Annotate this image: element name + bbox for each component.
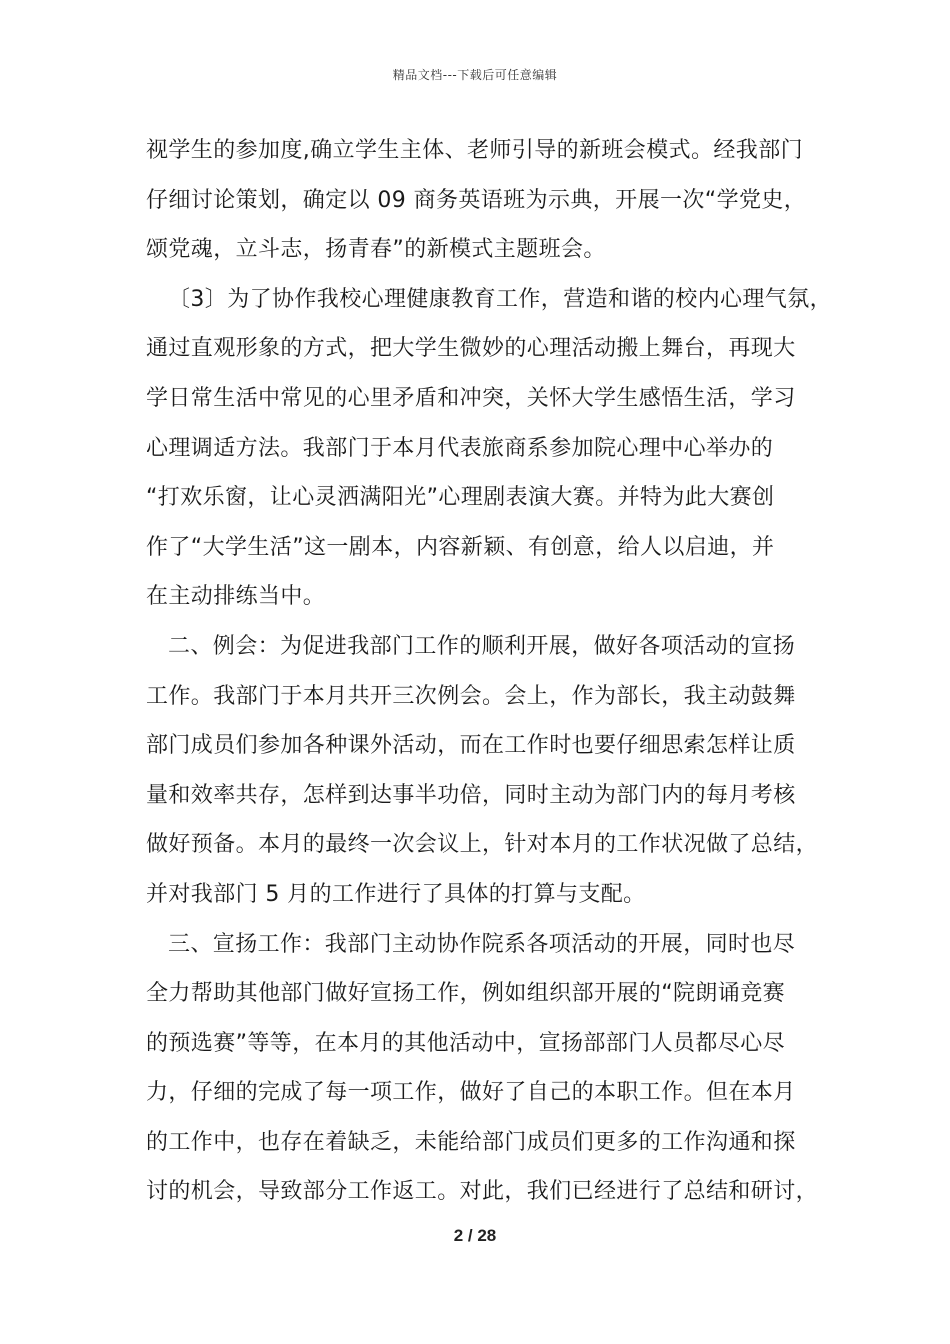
text-line: 心理调适方法。我部门于本月代表旅商系参加院心理中心举办的 [146, 435, 774, 461]
text-line: 的预选赛”等等，在本月的其他活动中，宣扬部部门人员都尽心尽 [146, 1030, 785, 1056]
text-line: 二、例会：为促进我部门工作的顺利开展，做好各项活动的宣扬 [168, 633, 796, 659]
text-line: “打欢乐窗，让心灵洒满阳光”心理剧表演大赛。并特为此大赛创 [146, 485, 775, 511]
document-body [146, 126, 832, 1217]
text-line: 部门成员们参加各种课外活动，而在工作时也要仔细思索怎样让质 [146, 733, 796, 759]
text-line: 在主动排练当中。 [146, 584, 326, 610]
page-header: 精品文档---下载后可任意编辑 [392, 68, 558, 82]
text-line: 并对我部门 5 月的工作进行了具体的打算与支配。 [146, 881, 646, 907]
text-line: 〔3〕为了协作我校心理健康教育工作，营造和谐的校内心理气氛， [168, 286, 832, 312]
text-line: 量和效率共存，怎样到达事半功倍，同时主动为部门内的每月考核 [146, 782, 796, 808]
text-line: 讨的机会，导致部分工作返工。对此，我们已经进行了总结和研讨， [146, 1179, 819, 1205]
text-line: 学日常生活中常见的心里矛盾和冲突，关怀大学生感悟生活，学习 [146, 385, 796, 411]
text-line: 颂党魂，立斗志，扬青春”的新模式主题班会。 [146, 237, 606, 263]
text-line: 的工作中，也存在着缺乏，未能给部门成员们更多的工作沟通和探 [146, 1129, 796, 1155]
text-line: 力，仔细的完成了每一项工作，做好了自己的本职工作。但在本月 [146, 1080, 796, 1106]
text-line: 三、宣扬工作：我部门主动协作院系各项活动的开展，同时也尽 [168, 931, 796, 957]
text-line: 做好预备。本月的最终一次会议上，针对本月的工作状况做了总结， [146, 832, 819, 858]
text-line: 作了“大学生活”这一剧本，内容新颖、有创意，给人以启迪，并 [146, 534, 775, 560]
text-line: 视学生的参加度,确立学生主体、老师引导的新班会模式。经我部门 [146, 138, 803, 163]
text-line: 通过直观形象的方式，把大学生微妙的心理活动搬上舞台，再现大 [146, 336, 796, 362]
text-line: 仔细讨论策划，确定以 09 商务英语班为示典，开展一次“学党史， [146, 187, 807, 213]
text-line: 工作。我部门于本月共开三次例会。会上，作为部长，我主动鼓舞 [146, 683, 796, 709]
text-line: 全力帮助其他部门做好宣扬工作，例如组织部开展的“院朗诵竞赛 [146, 981, 785, 1007]
page-number: 2 / 28 [453, 1226, 497, 1245]
